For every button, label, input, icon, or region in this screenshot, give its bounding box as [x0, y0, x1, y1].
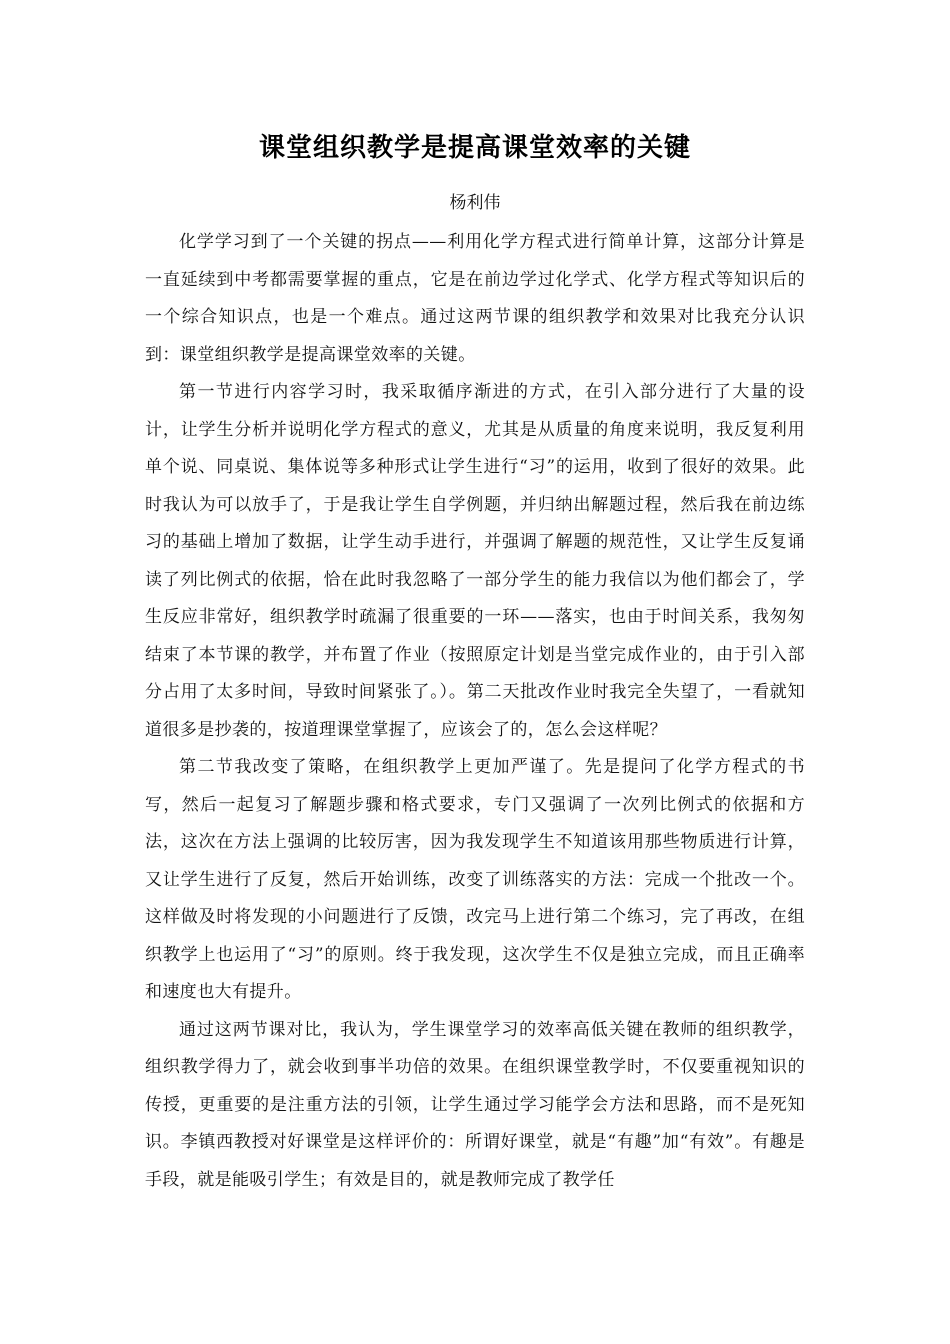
document-title: 课堂组织教学是提高课堂效率的关键: [258, 133, 691, 163]
document-author: 杨利伟: [449, 193, 501, 213]
paragraph-conclusion: 通过这两节课对比，我认为，学生课堂学习的效率高低关键在教师的组织教学，组织教学得力了，就会收到事半功倍的效果。在组织课堂教学时，不仅要重视知识的传授，更重要的是注重方法的引领，让学生通过学习能学会方法和思路，而不是死知识。李镇西教授对好课堂是这样评价的：所谓好课堂，就是“有趣”加“有效”。有趣是手段，就是能吸引学生；有效是目的，就是教师完成了教学任: [145, 1019, 805, 1190]
paragraph-first-lesson: 第一节进行内容学习时，我采取循序渐进的方式，在引入部分进行了大量的设计，让学生分析并说明化学方程式的意义，尤其是从质量的角度来说明，我反复利用单个说、同桌说、集体说等多种形式让学生进行“习”的运用，收到了很好的效果。此时我认为可以放手了，于是我让学生自学例题，并归纳出解题过程，然后我在前边练习的基础上增加了数据，让学生动手进行，并强调了解题的规范性，又让学生反复诵读了列比例式的依据，恰在此时我忽略了一部分学生的能力我信以为他们都会了，学生反应非常好，组织教学时疏漏了很重要的一环——落实，也由于时间关系，我匆匆结束了本节课的教学，并布置了作业（按照原定计划是当堂完成作业的，由于引入部分占用了太多时间，导致时间紧张了。）。第二天批改作业时我完全失望了，一看就知道很多是抄袭的，按道理课堂掌握了，应该会了的，怎么会这样呢？: [145, 382, 805, 740]
document-page: [145, 128, 805, 1199]
paragraph-intro: 化学学习到了一个关键的拐点——利用化学方程式进行简单计算，这部分计算是一直延续到中考都需要掌握的重点，它是在前边学过化学式、化学方程式等知识后的一个综合知识点，也是一个难点。通过这两节课的组织教学和效果对比我充分认识到：课堂组织教学是提高课堂效率的关键。: [145, 232, 805, 365]
paragraph-second-lesson: 第二节我改变了策略，在组织教学上更加严谨了。先是提问了化学方程式的书写，然后一起复习了解题步骤和格式要求，专门又强调了一次列比例式的依据和方法，这次在方法上强调的比较厉害，因为我发现学生不知道该用那些物质进行计算，又让学生进行了反复，然后开始训练，改变了训练落实的方法：完成一个批改一个。这样做及时将发现的小问题进行了反馈，改完马上进行第二个练习，完了再改，在组织教学上也运用了“习”的原则。终于我发现，这次学生不仅是独立完成，而且正确率和速度也大有提升。: [145, 757, 805, 1002]
document-body: [145, 224, 805, 1199]
